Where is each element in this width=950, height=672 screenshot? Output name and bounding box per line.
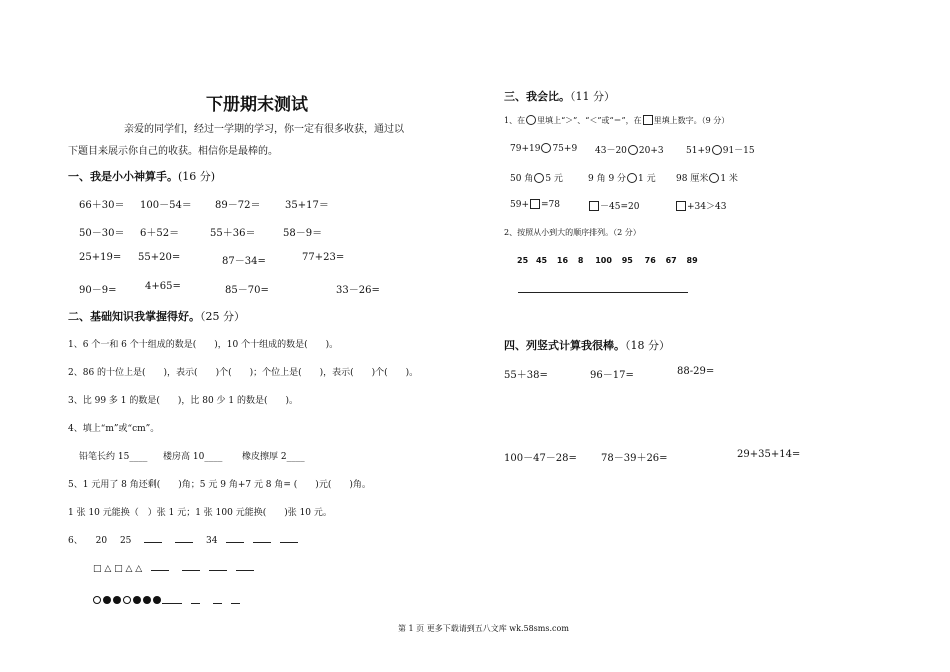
q1-middle: 里填上“＞”、“＜”或“＝”，在 (537, 116, 642, 125)
answer-blank[interactable] (182, 561, 200, 571)
section-3-title: 三、我会比。 (504, 90, 570, 103)
digit-square-input[interactable] (530, 199, 540, 209)
calc-item: 85－70= (225, 285, 269, 296)
answer-blank[interactable] (231, 596, 240, 604)
q1-prefix: 1、在 (504, 116, 526, 125)
section-4-heading (504, 337, 670, 353)
compare-item (595, 143, 664, 156)
compare-left: 50 角 (510, 174, 534, 184)
section-1-score: (16 分) (178, 170, 216, 183)
sequence-number: 89 (686, 256, 698, 265)
question-3: 3、比 99 多 1 的数是( )，比 80 少 1 的数是( )。 (68, 396, 299, 406)
filled-circle-icon (133, 596, 141, 604)
calc-item: 33－26= (336, 285, 380, 296)
calc-item: 87－34= (222, 256, 266, 267)
square-box-icon (643, 115, 653, 125)
sequence-number: 100 (595, 256, 612, 265)
calc-item: 66＋30＝ (79, 200, 125, 211)
answer-blank[interactable] (226, 533, 244, 543)
answer-blank[interactable] (162, 596, 182, 604)
answer-blank[interactable] (191, 596, 200, 604)
shape-pattern: □ △ □ △ △ (93, 564, 143, 574)
calc-item: 6＋52＝ (140, 228, 180, 239)
compare-item (510, 171, 563, 184)
section-3-heading (504, 88, 615, 104)
compare-item (510, 199, 560, 210)
compare-item (675, 199, 726, 212)
sequence-number: 34 (206, 536, 218, 546)
sequence-number: 76 (644, 256, 656, 265)
circle-box-icon (526, 115, 536, 125)
shape-pattern-row (93, 561, 254, 574)
open-circle-icon (123, 596, 131, 604)
vertical-calc-item: 100－47－28= (504, 453, 577, 464)
section-3-score: （11 分） (570, 90, 615, 103)
compare-left: 98 厘米 (676, 174, 709, 184)
calc-item: 4+65= (145, 281, 181, 292)
calc-item: 50－30＝ (79, 228, 125, 239)
page-title: 下册期末测试 (206, 95, 308, 115)
compare-right: =78 (541, 200, 560, 210)
answer-blank[interactable] (209, 561, 227, 571)
compare-left: 43－20 (595, 146, 627, 156)
section-4-score: （18 分） (625, 339, 670, 352)
section-4-title: 四、列竖式计算我很棒。 (504, 339, 625, 352)
calc-item: 90－9= (79, 285, 117, 296)
sequence-number: 25 (517, 256, 529, 265)
sequence-number: 25 (119, 536, 132, 546)
compare-circle-input[interactable] (628, 145, 638, 155)
question-1: 1、6 个一和 6 个十组成的数是( )，10 个十组成的数是( )。 (68, 340, 339, 350)
order-answer-line[interactable] (518, 292, 688, 293)
section-2-heading (68, 308, 245, 324)
vertical-calc-item: 96－17= (590, 370, 634, 381)
compare-left: 59+ (510, 200, 529, 210)
compare-left: 79+19 (510, 144, 541, 154)
filled-circle-icon (143, 596, 151, 604)
sequence-number: 16 (556, 256, 569, 265)
compare-item (510, 143, 577, 154)
compare-right: 20+3 (638, 146, 664, 156)
vertical-calc-item: 88-29= (677, 366, 715, 377)
compare-item (686, 143, 755, 156)
sequence-number: 8 (577, 256, 584, 265)
vertical-calc-item: 55＋38= (504, 370, 548, 381)
answer-blank[interactable] (253, 533, 271, 543)
question-5-part-2: 1 张 10 元能换（ ）张 1 元；1 张 100 元能换( )张 10 元。 (68, 508, 332, 518)
compare-right: －45=20 (600, 202, 640, 212)
compare-left: 9 角 9 分 (588, 174, 627, 184)
question-5: 5、1 元用了 8 角还剩( )角；5 元 9 角+7 元 8 角= ( )元( )角。 (68, 480, 371, 490)
page-footer: 第 1 页 更多下载请到五八文库 wk.58sms.com (398, 624, 569, 633)
open-circle-icon (93, 596, 101, 604)
compare-right: 5 元 (545, 174, 563, 184)
section-1-heading (68, 168, 215, 184)
question-4-item: 橡皮擦厚 2____ (242, 452, 305, 462)
intro-line-1: 亲爱的同学们，经过一学期的学习，你一定有很多收获，通过以 (124, 124, 404, 135)
calc-item: 100－54＝ (140, 200, 192, 211)
order-question: 2、按照从小到大的顺序排列。（2 分） (504, 228, 641, 237)
sequence-number: 67 (665, 256, 677, 265)
question-4-item: 楼房高 10____ (163, 452, 223, 462)
calc-item: 58－9＝ (283, 228, 323, 239)
compare-right: 1 元 (638, 174, 656, 184)
answer-blank[interactable] (280, 533, 298, 543)
compare-left: 51+9 (686, 146, 711, 156)
compare-item (676, 171, 738, 184)
compare-circle-input[interactable] (709, 173, 719, 183)
answer-blank[interactable] (144, 533, 162, 543)
filled-circle-icon (153, 596, 161, 604)
sequence-number: 95 (621, 256, 633, 265)
number-sequence (517, 256, 698, 265)
digit-square-input[interactable] (589, 201, 599, 211)
sequence-number: 20 (95, 536, 108, 546)
vertical-calc-item: 78－39＋26= (601, 453, 668, 464)
compare-circle-input[interactable] (534, 173, 544, 183)
compare-right: 1 米 (720, 174, 738, 184)
digit-square-input[interactable] (676, 201, 686, 211)
compare-circle-input[interactable] (541, 143, 551, 153)
answer-blank[interactable] (151, 561, 169, 571)
dot-pattern-row (92, 589, 240, 608)
calc-item: 89－72＝ (215, 200, 261, 211)
compare-item (588, 199, 639, 212)
calc-item: 25+19= (79, 252, 122, 263)
section-2-score: （25 分） (200, 310, 245, 323)
compare-right: +34＞43 (687, 202, 727, 212)
compare-right: 91－15 (722, 146, 755, 156)
calc-item: 77+23= (302, 252, 345, 263)
answer-blank[interactable] (213, 596, 222, 604)
question-4-item: 铅笔长约 15____ (79, 452, 148, 462)
answer-blank[interactable] (236, 561, 254, 571)
filled-circle-icon (103, 596, 111, 604)
compare-question-1 (504, 115, 729, 126)
vertical-calc-item: 29+35+14= (737, 449, 801, 460)
question-4: 4、填上“m”或“cm”。 (68, 424, 160, 434)
q1-suffix: 里填上数字。（9 分） (653, 116, 730, 125)
intro-line-2: 下题目来展示你自己的收获。相信你是最棒的。 (68, 146, 278, 157)
sequence-number: 45 (535, 256, 548, 265)
compare-item (588, 171, 656, 184)
section-2-title: 二、基础知识我掌握得好。 (68, 310, 200, 323)
calc-item: 55＋36＝ (210, 228, 256, 239)
question-6 (68, 533, 298, 546)
section-1-title: 一、我是小小神算手。 (68, 170, 178, 183)
compare-right: 75+9 (552, 144, 578, 154)
calc-item: 55+20= (138, 252, 181, 263)
answer-blank[interactable] (175, 533, 193, 543)
question-6-label: 6、 (68, 536, 83, 546)
compare-circle-input[interactable] (627, 173, 637, 183)
question-2: 2、86 的十位上是( )，表示( )个( )；个位上是( )，表示( )个( )。 (68, 368, 419, 378)
calc-item: 35+17＝ (285, 200, 329, 211)
compare-circle-input[interactable] (712, 145, 722, 155)
filled-circle-icon (113, 596, 121, 604)
